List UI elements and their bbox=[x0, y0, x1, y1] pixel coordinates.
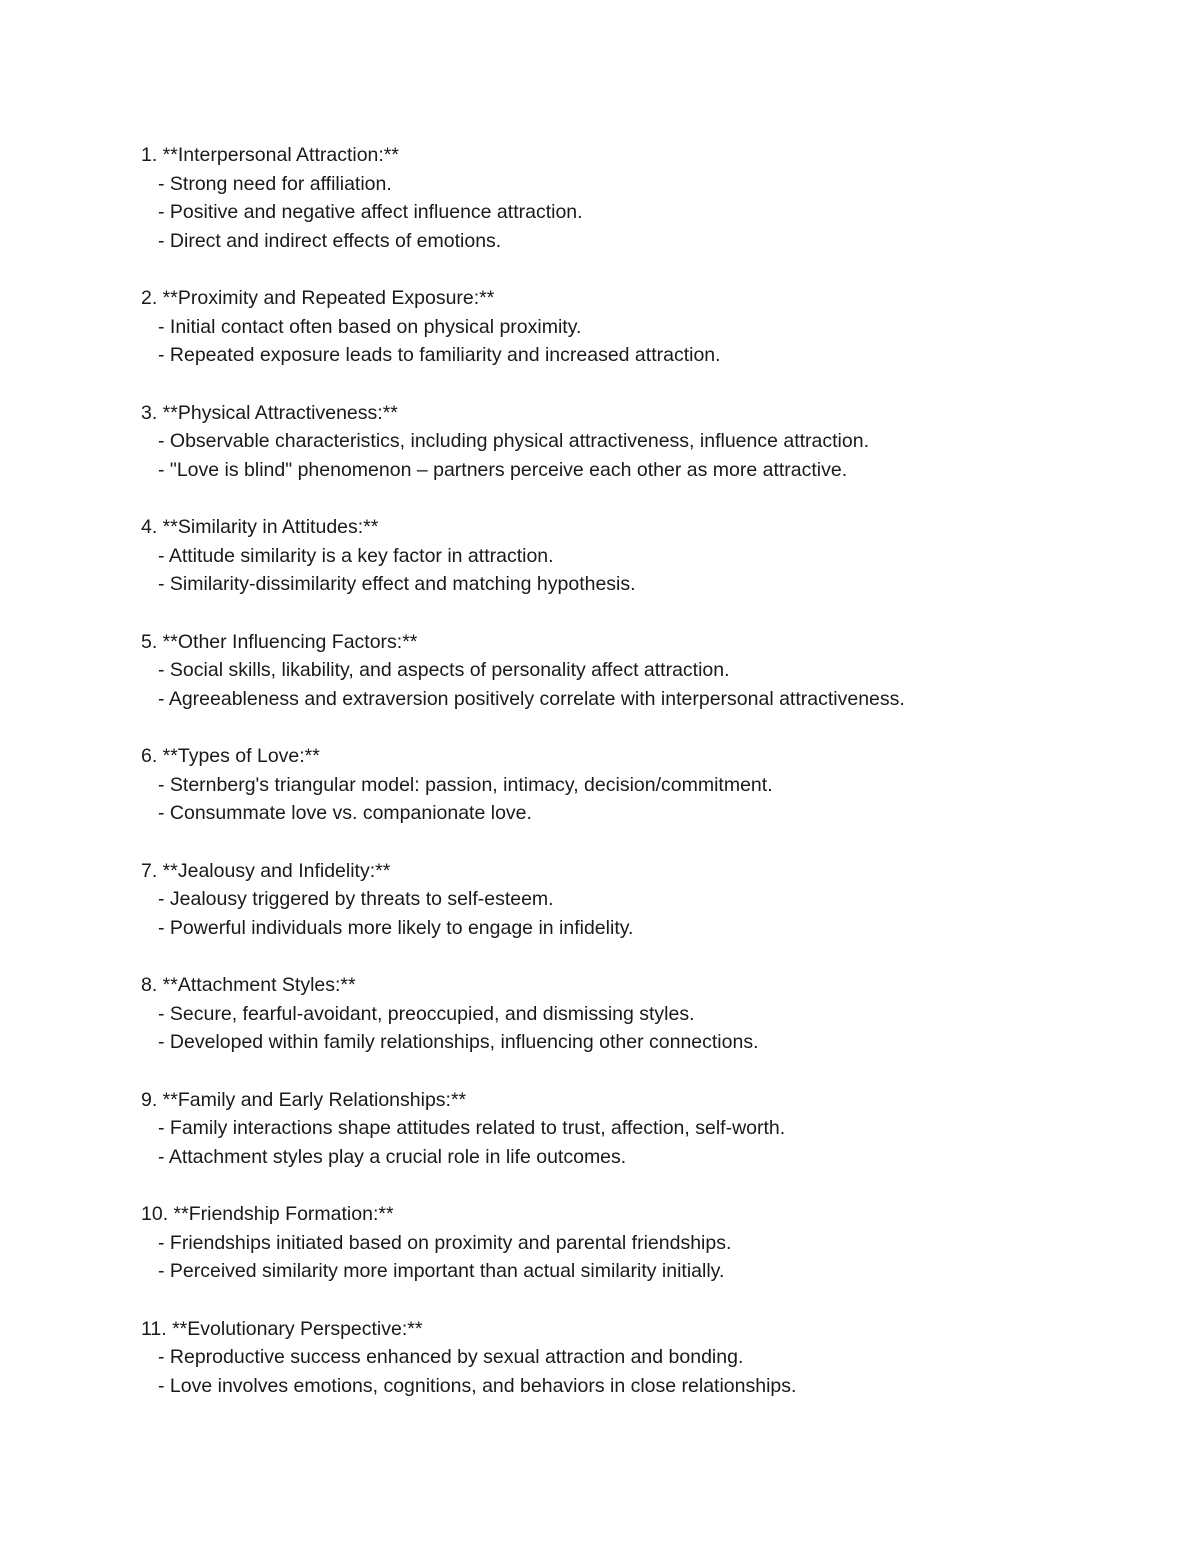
section-heading: 1. **Interpersonal Attraction:** bbox=[141, 144, 399, 166]
section-heading: 4. **Similarity in Attitudes:** bbox=[141, 516, 379, 538]
section-heading: 2. **Proximity and Repeated Exposure:** bbox=[141, 287, 495, 309]
bullet-point: - Sternberg's triangular model: passion, intimacy, decision/commitment. bbox=[158, 773, 773, 796]
bullet-point: - Secure, fearful-avoidant, preoccupied, and dismissing styles. bbox=[158, 1002, 695, 1025]
section-heading: 3. **Physical Attractiveness:** bbox=[141, 401, 398, 424]
bullet-point: - Powerful individuals more likely to engage in infidelity. bbox=[158, 916, 634, 939]
bullet-point: - Positive and negative affect influence attraction. bbox=[158, 201, 583, 223]
bullet-point: - Observable characteristics, including physical attractiveness, influence attraction. bbox=[158, 430, 869, 452]
bullet-point: - Love involves emotions, cognitions, and behaviors in close relationships. bbox=[158, 1374, 797, 1397]
section-friendship bbox=[141, 1200, 1151, 1286]
bullet-point: - Jealousy triggered by threats to self-esteem. bbox=[158, 888, 554, 910]
section-attachment-styles bbox=[141, 971, 1151, 1057]
section-family bbox=[141, 1086, 1151, 1172]
bullet-point: - Agreeableness and extraversion positively correlate with interpersonal attractiveness. bbox=[158, 687, 905, 710]
section-heading: 10. **Friendship Formation:** bbox=[141, 1203, 394, 1225]
bullet-point: - Similarity-dissimilarity effect and matching hypothesis. bbox=[158, 573, 636, 595]
bullet-point: - Direct and indirect effects of emotions. bbox=[158, 229, 502, 252]
bullet-point: - Repeated exposure leads to familiarity and increased attraction. bbox=[158, 344, 721, 366]
section-proximity bbox=[141, 284, 1151, 370]
section-interpersonal-attraction bbox=[141, 141, 1151, 255]
section-heading: 5. **Other Influencing Factors:** bbox=[141, 630, 418, 653]
section-types-of-love bbox=[141, 742, 1151, 828]
bullet-point: - Friendships initiated based on proximity and parental friendships. bbox=[158, 1231, 732, 1254]
bullet-point: - Attitude similarity is a key factor in attraction. bbox=[158, 544, 554, 567]
bullet-point: - Developed within family relationships, influencing other connections. bbox=[158, 1031, 759, 1053]
section-heading: 7. **Jealousy and Infidelity:** bbox=[141, 859, 391, 882]
section-heading: 6. **Types of Love:** bbox=[141, 745, 320, 767]
bullet-point: - Perceived similarity more important than actual similarity initially. bbox=[158, 1260, 725, 1282]
section-evolutionary bbox=[141, 1315, 1151, 1401]
bullet-point: - Consummate love vs. companionate love. bbox=[158, 802, 532, 824]
bullet-point: - "Love is blind" phenomenon – partners perceive each other as more attractive. bbox=[158, 458, 848, 481]
section-other-factors bbox=[141, 628, 1151, 714]
bullet-point: - Social skills, likability, and aspects of personality affect attraction. bbox=[158, 659, 730, 681]
bullet-point: - Initial contact often based on physical proximity. bbox=[158, 315, 582, 338]
bullet-point: - Family interactions shape attitudes related to trust, affection, self-worth. bbox=[158, 1117, 786, 1139]
section-heading: 8. **Attachment Styles:** bbox=[141, 974, 356, 996]
section-jealousy bbox=[141, 857, 1151, 943]
notes-list bbox=[141, 141, 1151, 1429]
section-heading: 9. **Family and Early Relationships:** bbox=[141, 1088, 467, 1111]
bullet-point: - Reproductive success enhanced by sexual attraction and bonding. bbox=[158, 1346, 744, 1368]
section-similarity bbox=[141, 513, 1151, 599]
bullet-point: - Attachment styles play a crucial role in life outcomes. bbox=[158, 1145, 627, 1168]
bullet-point: - Strong need for affiliation. bbox=[158, 172, 392, 195]
section-physical-attractiveness bbox=[141, 399, 1151, 485]
section-heading: 11. **Evolutionary Perspective:** bbox=[141, 1317, 423, 1340]
